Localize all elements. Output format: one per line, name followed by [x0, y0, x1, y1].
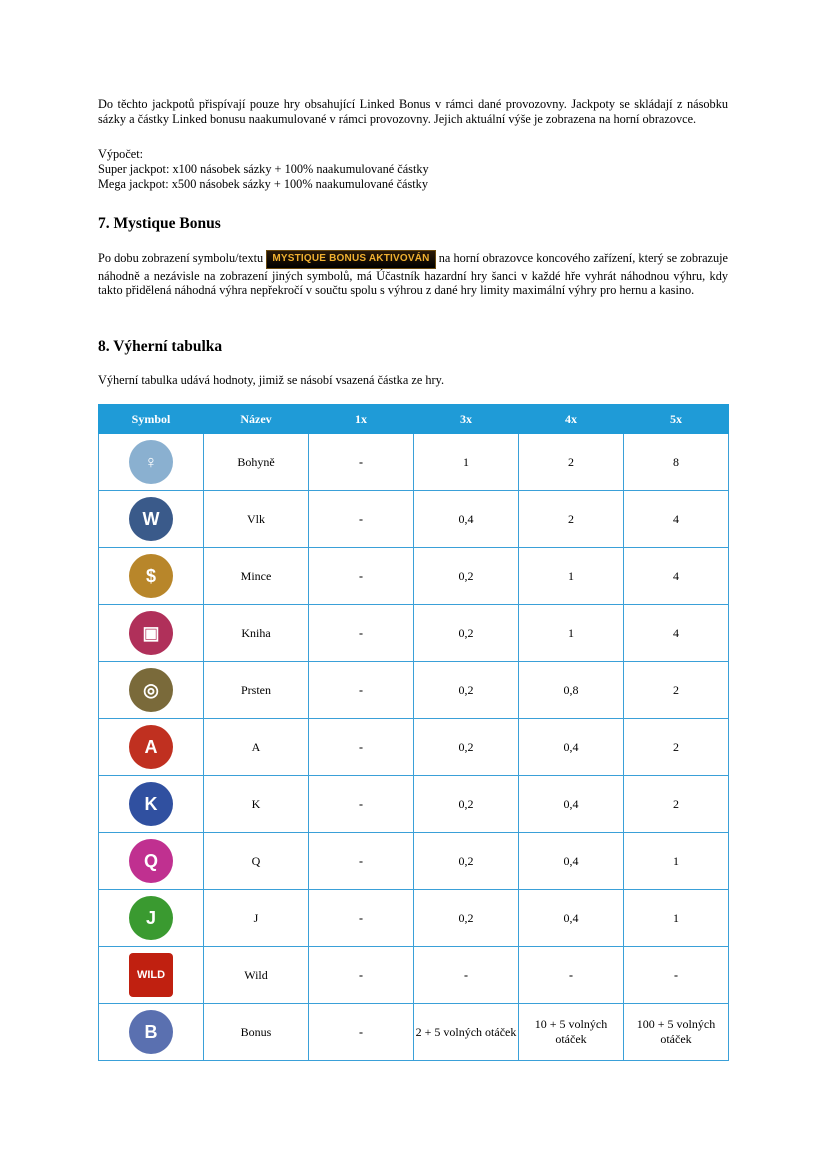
- payout-value: 0,4: [519, 890, 624, 947]
- payout-value: -: [624, 947, 729, 1004]
- symbol-cell: [99, 1004, 204, 1061]
- payout-value: -: [309, 890, 414, 947]
- letter-j-icon: J: [129, 896, 173, 940]
- payout-value: -: [309, 548, 414, 605]
- symbol-name: Wild: [204, 947, 309, 1004]
- symbol-name: A: [204, 719, 309, 776]
- payout-value: -: [414, 947, 519, 1004]
- symbol-name: Kniha: [204, 605, 309, 662]
- payout-value: 1: [414, 434, 519, 491]
- symbol-cell: [99, 833, 204, 890]
- payout-value: 10 + 5 volných otáček: [519, 1004, 624, 1061]
- paytable-intro: Výherní tabulka udává hodnoty, jimiž se násobí vsazená částka ze hry.: [98, 373, 445, 387]
- mystique-paragraph: [98, 250, 728, 298]
- calc-label: Výpočet:: [98, 147, 144, 161]
- payout-value: 0,2: [414, 548, 519, 605]
- mega-jackpot-line: Mega jackpot: x500 násobek sázky + 100% naakumulované částky: [98, 177, 428, 191]
- payout-value: 0,2: [414, 605, 519, 662]
- symbol-cell: [99, 605, 204, 662]
- symbol-cell: [99, 776, 204, 833]
- payout-value: 8: [624, 434, 729, 491]
- table-row: [99, 890, 729, 947]
- payout-value: 4: [624, 605, 729, 662]
- payout-value: 0,8: [519, 662, 624, 719]
- coins-icon: $: [129, 554, 173, 598]
- payout-value: -: [309, 434, 414, 491]
- payout-value: -: [309, 776, 414, 833]
- symbol-cell: [99, 947, 204, 1004]
- payout-value: 0,2: [414, 776, 519, 833]
- payout-value: 2: [624, 662, 729, 719]
- payout-value: 0,4: [519, 776, 624, 833]
- column-header: 4x: [519, 405, 624, 434]
- table-row: [99, 491, 729, 548]
- payout-value: 1: [624, 890, 729, 947]
- text-after: na horní obrazovce koncového zařízení, který se zobrazuje náhodně a nezávisle na zobrazení jiných symbolů, má Účastník hazardní hry šanci v každé hře vyhrát náhodnou výhru, kdy takto přidělená náhodná výhra nepřekročí v součtu spolu s výhrou z dané hry limity maximální výhry pro hernu a kasino.: [98, 251, 729, 297]
- payout-value: -: [309, 662, 414, 719]
- symbol-cell: [99, 890, 204, 947]
- wolf-icon: W: [129, 497, 173, 541]
- mystique-bonus-badge: MYSTIQUE BONUS AKTIVOVÁN: [266, 250, 435, 269]
- table-row: [99, 605, 729, 662]
- table-row: [99, 662, 729, 719]
- payout-value: -: [519, 947, 624, 1004]
- symbol-cell: [99, 491, 204, 548]
- symbol-cell: [99, 434, 204, 491]
- payout-value: -: [309, 491, 414, 548]
- ring-icon: ◎: [129, 668, 173, 712]
- paytable: [98, 404, 729, 1061]
- goddess-icon: ♀: [129, 440, 173, 484]
- payout-value: 4: [624, 548, 729, 605]
- symbol-name: Bonus: [204, 1004, 309, 1061]
- payout-value: 2: [624, 719, 729, 776]
- table-row: [99, 434, 729, 491]
- payout-value: 1: [519, 548, 624, 605]
- table-row: [99, 548, 729, 605]
- table-row: [99, 719, 729, 776]
- column-header: Název: [204, 405, 309, 434]
- payout-value: 2: [624, 776, 729, 833]
- bonus-icon: B: [129, 1010, 173, 1054]
- symbol-name: Vlk: [204, 491, 309, 548]
- payout-value: 1: [624, 833, 729, 890]
- payout-value: 0,2: [414, 833, 519, 890]
- symbol-cell: [99, 662, 204, 719]
- payout-value: 0,2: [414, 890, 519, 947]
- payout-value: -: [309, 833, 414, 890]
- table-row: [99, 947, 729, 1004]
- symbol-cell: [99, 548, 204, 605]
- wild-icon: WILD: [129, 953, 173, 997]
- symbol-name: Mince: [204, 548, 309, 605]
- table-row: [99, 833, 729, 890]
- symbol-name: Q: [204, 833, 309, 890]
- letter-q-icon: Q: [129, 839, 173, 883]
- book-icon: ▣: [129, 611, 173, 655]
- payout-value: 1: [519, 605, 624, 662]
- payout-value: -: [309, 947, 414, 1004]
- payout-value: 0,2: [414, 662, 519, 719]
- column-header: Symbol: [99, 405, 204, 434]
- table-row: [99, 1004, 729, 1061]
- payout-value: 0,4: [519, 833, 624, 890]
- payout-value: 2: [519, 434, 624, 491]
- symbol-name: J: [204, 890, 309, 947]
- column-header: 3x: [414, 405, 519, 434]
- payout-value: -: [309, 605, 414, 662]
- symbol-cell: [99, 719, 204, 776]
- payout-value: -: [309, 719, 414, 776]
- section-8-heading: 8. Výherní tabulka: [98, 338, 223, 355]
- payout-value: 2: [519, 491, 624, 548]
- letter-a-icon: A: [129, 725, 173, 769]
- payout-value: 0,2: [414, 719, 519, 776]
- text-before: Po dobu zobrazení symbolu/textu: [98, 251, 264, 265]
- payout-value: 100 + 5 volných otáček: [624, 1004, 729, 1061]
- payout-value: -: [309, 1004, 414, 1061]
- symbol-name: Prsten: [204, 662, 309, 719]
- super-jackpot-line: Super jackpot: x100 násobek sázky + 100% naakumulované částky: [98, 162, 429, 176]
- payout-value: 0,4: [519, 719, 624, 776]
- column-header: 1x: [309, 405, 414, 434]
- symbol-name: K: [204, 776, 309, 833]
- section-7-heading: 7. Mystique Bonus: [98, 215, 221, 232]
- symbol-name: Bohyně: [204, 434, 309, 491]
- payout-value: 4: [624, 491, 729, 548]
- letter-k-icon: K: [129, 782, 173, 826]
- jackpot-paragraph: Do těchto jackpotů přispívají pouze hry obsahující Linked Bonus v rámci dané provozovny. Jackpoty se skládají z násobku sázky a částky Linked bonusu naakumulované v rámci provozovny. Jejich aktuální výše je zobrazena na horní obrazovce.: [98, 97, 728, 126]
- table-row: [99, 776, 729, 833]
- table-header: [99, 405, 729, 434]
- payout-value: 2 + 5 volných otáček: [414, 1004, 519, 1061]
- payout-value: 0,4: [414, 491, 519, 548]
- column-header: 5x: [624, 405, 729, 434]
